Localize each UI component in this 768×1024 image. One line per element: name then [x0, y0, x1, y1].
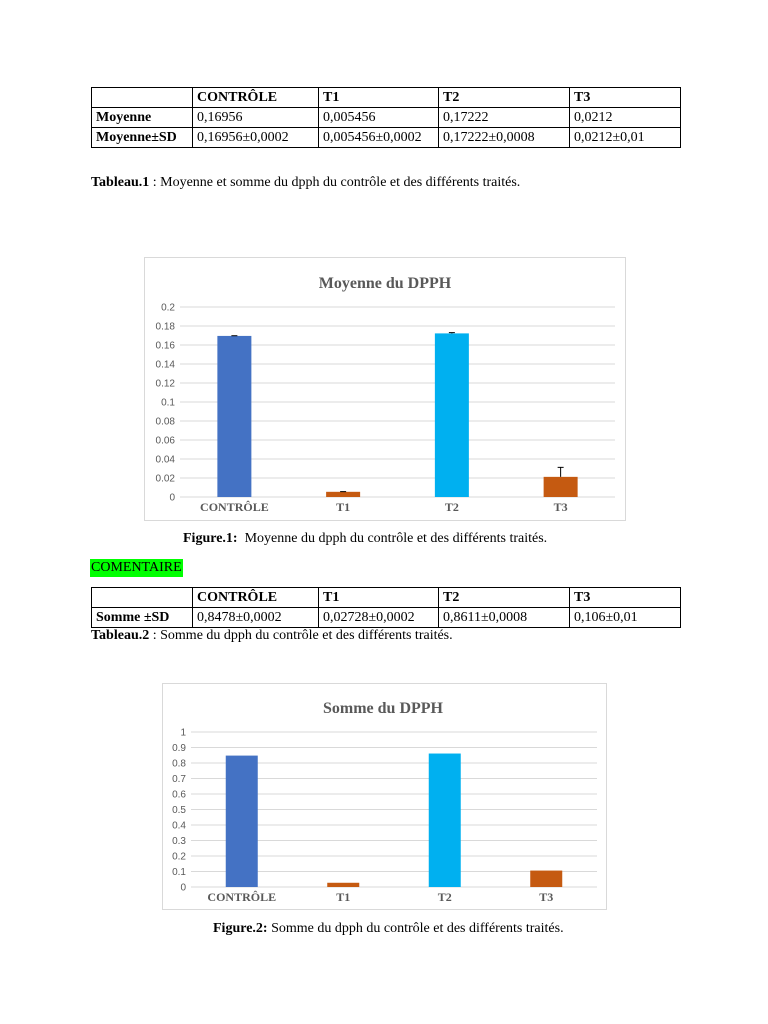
chart-title: Somme du DPPH — [323, 700, 443, 717]
table-cell: 0,005456 — [319, 108, 439, 128]
y-tick-label: 0.5 — [172, 805, 186, 816]
table-header-cell — [92, 588, 193, 608]
table-cell: 0,16956±0,0002 — [193, 128, 319, 148]
x-tick-label: T3 — [553, 500, 568, 514]
y-tick-label: 0.2 — [172, 851, 186, 863]
y-tick-label: 0 — [180, 882, 186, 894]
y-tick-label: 0 — [169, 492, 175, 504]
table-cell: 0,8478±0,0002 — [193, 608, 319, 628]
bar-t1 — [326, 492, 360, 497]
table-cell: 0,16956 — [193, 108, 319, 128]
bar-t2 — [435, 333, 469, 497]
table-header-cell: CONTRÔLE — [193, 588, 319, 608]
y-tick-label: 0.4 — [172, 820, 186, 832]
table-header-cell: T1 — [319, 588, 439, 608]
y-tick-label: 0.18 — [155, 321, 175, 333]
chart-somme — [163, 684, 606, 909]
x-tick-label: T2 — [444, 500, 459, 514]
y-tick-label: 0.1 — [172, 867, 186, 878]
table-row — [92, 128, 681, 148]
table-cell: 0,005456±0,0002 — [319, 128, 439, 148]
table-header-row — [92, 88, 681, 108]
chart-somme-box — [162, 683, 607, 910]
bar-t1 — [327, 883, 359, 887]
table-header-cell — [92, 88, 193, 108]
figure1-caption — [183, 531, 547, 547]
table-header-cell: T2 — [439, 88, 570, 108]
table-cell: 0,0212 — [570, 108, 681, 128]
table-cell: 0,8611±0,0008 — [439, 608, 570, 628]
table-row — [92, 108, 681, 128]
x-tick-label: T1 — [336, 500, 351, 514]
row-label: Somme ±SD — [92, 608, 193, 628]
chart-moyenne — [145, 258, 625, 520]
chart-moyenne-box — [144, 257, 626, 521]
y-tick-label: 0.6 — [172, 789, 186, 801]
figure2-caption — [213, 921, 564, 937]
table-cell: 0,106±0,01 — [570, 608, 681, 628]
bar-t2 — [429, 754, 461, 887]
table-cell: 0,0212±0,01 — [570, 128, 681, 148]
y-tick-label: 0.8 — [172, 758, 186, 770]
bar-t3 — [530, 871, 562, 887]
y-tick-label: 0.9 — [172, 743, 186, 754]
table-cell: 0,17222 — [439, 108, 570, 128]
y-tick-label: 0.3 — [172, 836, 186, 847]
y-tick-label: 0.12 — [155, 378, 175, 390]
x-tick-label: T2 — [437, 890, 452, 904]
y-tick-label: 0.02 — [155, 473, 175, 485]
x-tick-label: CONTRÔLE — [200, 500, 269, 514]
chart-title: Moyenne du DPPH — [318, 275, 452, 292]
row-label: Moyenne — [92, 108, 193, 128]
table-header-cell: T2 — [439, 588, 570, 608]
caption-text: Somme du dpph du contrôle et des différents traités. — [267, 921, 564, 936]
caption-text: Moyenne du dpph du contrôle et des différents traités. — [237, 531, 548, 546]
caption-text: : Somme du dpph du contrôle et des différents traités. — [149, 628, 453, 643]
y-tick-label: 0.04 — [155, 454, 175, 466]
table-header-cell: T1 — [319, 88, 439, 108]
row-label: Moyenne±SD — [92, 128, 193, 148]
y-tick-label: 0.16 — [155, 340, 175, 352]
bar-contrôle — [217, 336, 251, 497]
table-moyenne — [91, 87, 681, 148]
y-tick-label: 0.1 — [161, 397, 175, 409]
y-tick-label: 1 — [180, 727, 186, 739]
table-header-cell: T3 — [570, 88, 681, 108]
x-tick-label: CONTRÔLE — [207, 890, 277, 904]
table-header-cell: CONTRÔLE — [193, 88, 319, 108]
table2-caption — [91, 628, 453, 644]
table-somme — [91, 587, 681, 628]
caption-label: Tableau.2 — [91, 628, 150, 643]
caption-label: Figure.2: — [213, 921, 268, 936]
caption-label: Figure.1: — [183, 531, 238, 546]
table-cell: 0,17222±0,0008 — [439, 128, 570, 148]
table1-caption — [91, 175, 520, 191]
caption-label: Tableau.1 — [91, 175, 150, 190]
y-tick-label: 0.7 — [172, 774, 186, 785]
comment-label: COMENTAIRE — [91, 560, 182, 575]
x-tick-label: T3 — [539, 890, 554, 904]
table-header-row — [92, 588, 681, 608]
y-tick-label: 0.06 — [155, 435, 175, 447]
bar-t3 — [544, 477, 578, 497]
y-tick-label: 0.2 — [161, 302, 175, 314]
y-tick-label: 0.14 — [155, 359, 175, 371]
y-tick-label: 0.08 — [155, 416, 175, 428]
bar-contrôle — [226, 756, 258, 887]
table-cell: 0,02728±0,0002 — [319, 608, 439, 628]
x-tick-label: T1 — [336, 890, 351, 904]
table-header-cell: T3 — [570, 588, 681, 608]
table-row — [92, 608, 681, 628]
caption-text: : Moyenne et somme du dpph du contrôle et des différents traités. — [149, 175, 521, 190]
